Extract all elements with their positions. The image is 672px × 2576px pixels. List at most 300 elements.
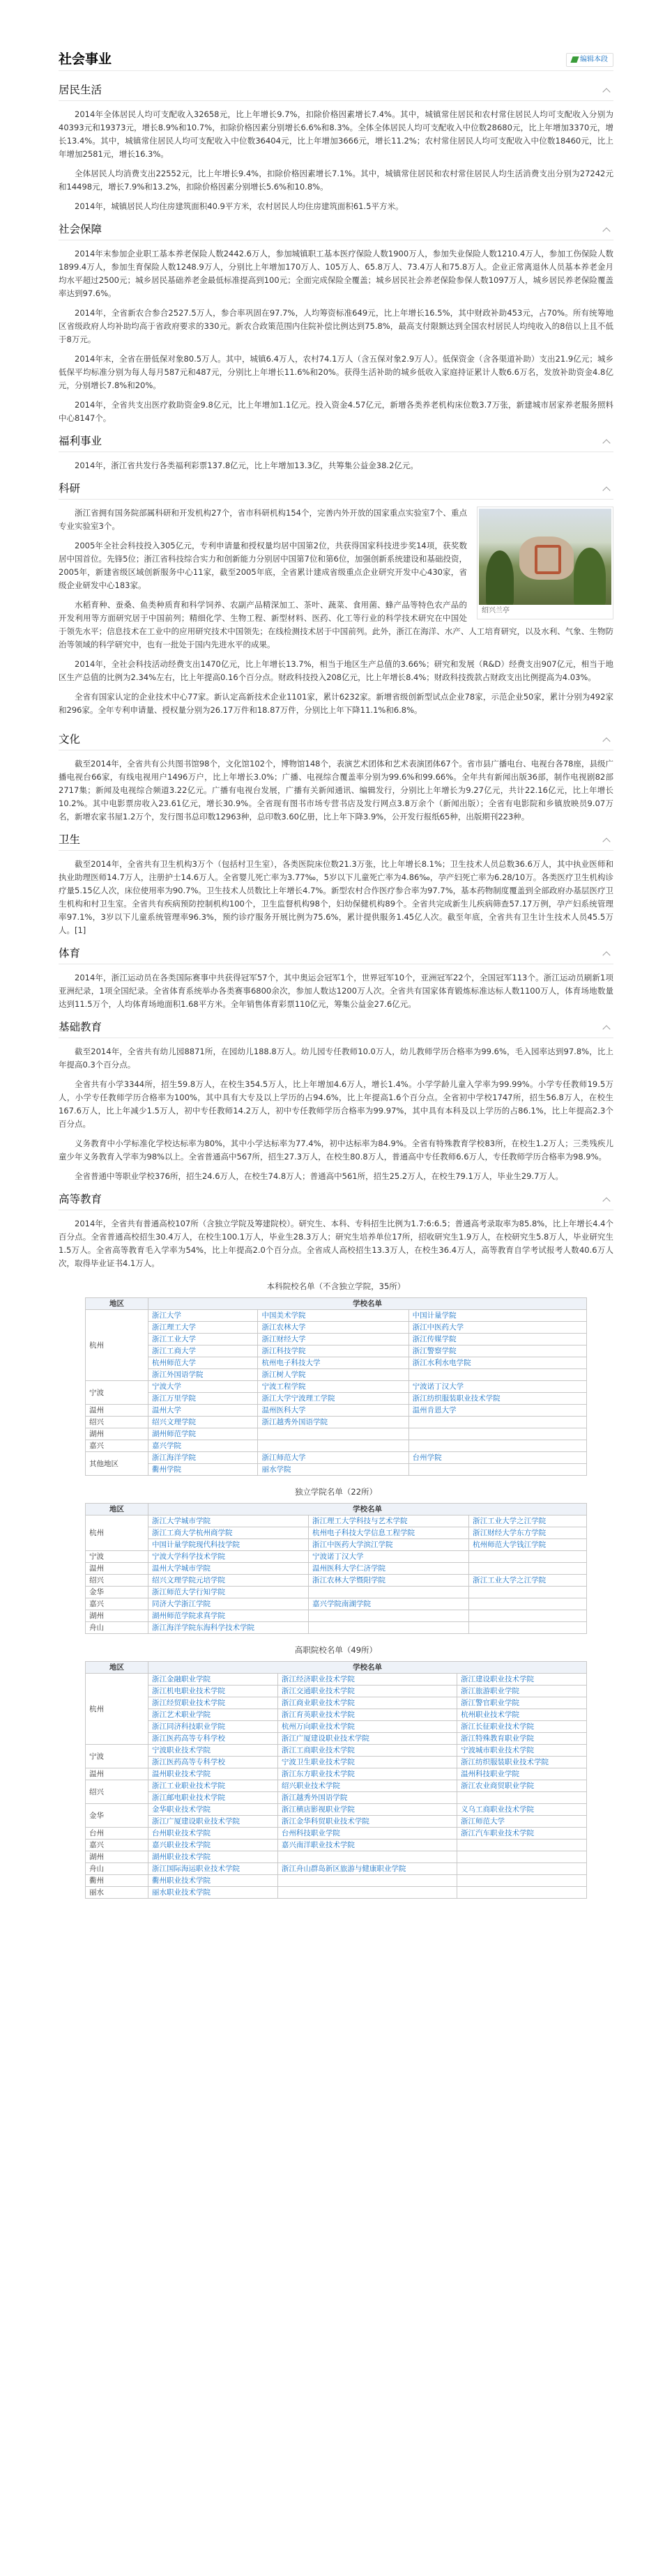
collapse-chevron-icon[interactable] [602,486,610,494]
table-row [86,1357,587,1369]
school-link[interactable]: 浙江经济职业技术学院 [281,1675,355,1683]
school-cell [277,1768,457,1780]
school-link[interactable]: 衢州职业技术学院 [152,1876,211,1885]
school-link[interactable]: 宁波诺丁汉大学 [312,1552,364,1561]
section-culture [59,730,613,824]
school-link[interactable]: 浙江建设职业技术学院 [461,1675,535,1683]
table-row [86,1428,587,1440]
school-link[interactable]: 浙江海洋学院东海科学技术学院 [152,1624,254,1632]
school-link[interactable]: 浙江纺织服装职业技术学院 [412,1394,501,1403]
school-cell [277,1780,457,1792]
section-header [59,730,613,750]
school-cell [148,1745,278,1757]
school-cell [148,1610,309,1622]
section-life [59,81,613,213]
school-link[interactable]: 同济大学浙江学院 [152,1600,211,1608]
region-cell: 温州 [86,1563,148,1575]
school-link[interactable]: 浙江纺织服装职业技术学院 [461,1758,549,1766]
paragraph: 全省有国家认定的企业技术中心77家。新认定高新技术企业1101家，累计6232家。新增省级创新型试点企业78家，示范企业50家，累计分别为492家和296家。全年专利申请量、授权量分别为26.17万件和18.87万件，分别比上年下降11.1%和6.8%。 [59,692,613,715]
collapse-chevron-icon[interactable] [602,737,610,745]
school-cell [148,1334,258,1345]
school-cell [148,1733,278,1745]
paragraph: 2014年，全社会科技活动经费支出1470亿元，比上年增长13.7%，相当于地区生产总值的3.66%；研究和发展（R&D）经费支出907亿元，相当于地区生产总值的比例为2.34%左右，比上年提高0.16个百分点。财政科技投入208亿元，比上年增长8.4%；财政科技拨款占财政支出比例提高为4.03%。 [59,659,613,682]
section-security [59,220,613,425]
school-link[interactable]: 湖州职业技术学院 [152,1853,211,1861]
school-cell [277,1840,457,1851]
table-header-name: 学校名单 [148,1504,587,1515]
school-link[interactable]: 浙江舟山群岛新区旅游与健康职业学院 [281,1865,406,1873]
table-row [86,1464,587,1476]
school-cell [277,1792,457,1804]
school-cell [148,1515,309,1527]
school-link[interactable]: 宁波职业技术学院 [152,1746,211,1754]
region-cell: 其他地区 [86,1452,148,1476]
section-title: 基础教育 [59,1021,102,1033]
school-cell [148,1757,278,1768]
school-cell [148,1405,258,1417]
school-cell [457,1709,587,1721]
school-link[interactable]: 浙江交通职业技术学院 [281,1687,355,1695]
edit-section-button[interactable] [566,53,613,67]
school-link[interactable]: 浙江越秀外国语学院 [261,1418,328,1426]
school-cell [457,1768,587,1780]
region-cell: 杭州 [86,1674,148,1745]
school-link[interactable]: 浙江工商职业技术学院 [281,1746,355,1754]
school-cell [457,1697,587,1709]
table-row [86,1757,587,1768]
paragraph: 截至2014年，全省共有卫生机构3万个（包括村卫生室），各类医院床位数21.3万张，比上年增长8.1%；卫生技术人员总数36.6万人，其中执业医师和执业助理医师14.7万人，注册护士14.6万人。全省婴儿死亡率为3.77‰，5岁以下儿童死亡率为4.86‰，孕产妇死亡率为6.28/10万。各类医疗卫生机构诊疗量5.15亿人次，床位使用率为90.7%。卫生技术人员数比上年增长4.7%。新型农村合作医疗参合率为97.7%，基本药物制度覆盖到全部政府办基层医疗卫生机构和村卫生室。全省共有疾病预防控制机构100个，卫生监督机构98个，妇幼保健机构89个。全省共完成新生儿疾病筛查57.17万例，孕产妇系统管理率97.1%，3岁以下儿童系统管理率96.3%，预约诊疗服务开展比例为75.6%，累计提供服务1.45亿人次。截至年底，全省共有卫生计生技术人员45.5万人。[1] [59,859,613,935]
school-cell [148,1816,278,1828]
table-row [86,1539,587,1551]
school-link[interactable]: 温州科技职业学院 [461,1770,520,1778]
school-link[interactable]: 浙江树人学院 [261,1371,306,1379]
school-link[interactable]: 浙江财经大学东方学院 [473,1529,547,1537]
school-link[interactable]: 浙江传媒学院 [412,1335,457,1343]
school-link[interactable]: 温州大学 [152,1406,181,1414]
school-link[interactable]: 台州科技职业学院 [281,1829,340,1837]
school-link[interactable]: 浙江农林大学暨阳学院 [312,1576,386,1584]
paragraph: 2005年全社会科技投入305亿元，专利申请量和授权量均居中国第2位，共获得国家科技进步奖14项，获奖数居中国首位。先锋5位；浙江省科技综合实力和创新能力分别居中国第7位和第6位，加强创新系统建设和基础投资，2005年，新建省级区域创新服务中心11家，截至2005年底，全省累计建成省级重点企业研究开发中心430家，省级企业研发中心183家。 [59,541,467,590]
school-link[interactable]: 浙江艺术职业学院 [152,1711,211,1719]
paragraph: 2014年全体居民人均可支配收入32658元，比上年增长9.7%，扣除价格因素增长7.4%。其中，城镇常住居民和农村常住居民人均可支配收入分别为40393元和19373元，增长8.9%和10.7%，扣除价格因素分别增长6.6%和8.3%。全体全体居民人均可支配收入中位数28680元，比上年增加3370元，增长13.4%。其中，城镇常住居民人均可支配收入中位数36404元，比上年增加3666元，增长11.2%；农村常住居民人均可支配收入中位数18460元，比上年增加2581元，增长16.3%。 [59,109,613,159]
table-header-region: 地区 [86,1504,148,1515]
school-cell [469,1527,587,1539]
school-table [85,1503,587,1634]
table-row [86,1816,587,1828]
paragraph: 全省普通中等职业学校376所，招生24.6万人，在校生74.8万人；普通高中561所，招生25.2万人，在校生79.1万人，毕业生29.7万人。 [75,1171,563,1181]
school-cell [148,1721,278,1733]
school-link[interactable]: 浙江中医药大学滨江学院 [312,1541,393,1549]
collapse-chevron-icon[interactable] [602,88,610,95]
school-link[interactable]: 杭州职业技术学院 [461,1711,520,1719]
paragraph: 2014年末参加企业职工基本养老保险人数2442.6万人，参加城镇职工基本医疗保险人数1900万人，参加失业保险人数1210.4万人，参加工伤保险人数1899.4万人，参加生育保险人数1248.9万人，分别比上年增加170万人、105万人、65.8万人、73.4万人和75.8万人。企业正常离退休人员基本养老金月均水平超过2500元；城乡居民基础养老金最低标准提高到100元；全面完成保险全覆盖；城乡居民社会养老保险参保人数1097万人，城乡居民养老保险覆盖率达到97.6%。 [59,249,613,298]
region-cell: 温州 [86,1405,148,1417]
school-cell [148,1828,278,1840]
section-title: 高等教育 [59,1193,102,1205]
school-link[interactable]: 浙江长征职业技术学院 [461,1722,535,1731]
school-cell [309,1587,469,1598]
table-row [86,1551,587,1563]
school-cell [148,1686,278,1697]
school-link[interactable]: 浙江旅游职业学院 [461,1687,520,1695]
section-title: 科研 [59,482,81,495]
school-link[interactable]: 衢州学院 [152,1465,181,1474]
school-link[interactable]: 宁波诺丁汉大学 [412,1382,464,1391]
school-cell [258,1369,408,1381]
school-link[interactable]: 中国计量学院现代科技学院 [152,1541,240,1549]
table-row [86,1417,587,1428]
school-link[interactable]: 浙江大学城市学院 [152,1517,211,1525]
table-row [86,1804,587,1816]
school-cell [408,1381,586,1393]
collapse-chevron-icon[interactable] [602,951,610,959]
table-row [86,1563,587,1575]
school-link[interactable]: 浙江横店影视职业学院 [281,1805,355,1814]
school-link[interactable]: 浙江工业大学 [152,1335,196,1343]
school-link[interactable]: 浙江工业大学之江学院 [473,1517,547,1525]
table-row [86,1440,587,1452]
school-link[interactable]: 浙江中医药大学 [412,1323,464,1332]
school-link[interactable]: 宁波卫生职业技术学院 [281,1758,355,1766]
school-cell [469,1598,587,1610]
school-cell [309,1622,469,1634]
table-row [86,1381,587,1393]
school-link[interactable]: 浙江国际海运职业技术学院 [152,1865,240,1873]
school-cell [148,1369,258,1381]
school-link[interactable]: 浙江医药高等专科学校 [152,1734,225,1743]
school-cell [148,1598,309,1610]
school-link[interactable]: 嘉兴南洋职业技术学院 [281,1841,355,1849]
table-row [86,1334,587,1345]
school-cell [258,1310,408,1322]
table-header-name: 学校名单 [148,1298,587,1310]
table-header-region: 地区 [86,1298,148,1310]
school-cell [148,1709,278,1721]
table-row [86,1622,587,1634]
school-link[interactable]: 宁波大学科学技术学院 [152,1552,225,1561]
table-row [86,1733,587,1745]
collapse-chevron-icon[interactable] [602,439,610,447]
school-link[interactable]: 浙江工商大学杭州商学院 [152,1529,233,1537]
school-cell [408,1417,586,1428]
school-cell [277,1804,457,1816]
school-cell [148,1551,309,1563]
school-cell [148,1575,309,1587]
school-link[interactable]: 台州学院 [412,1453,442,1462]
school-link[interactable]: 丽水学院 [261,1465,291,1474]
school-link[interactable]: 杭州师范大学 [152,1359,196,1367]
table-header-region: 地区 [86,1662,148,1674]
school-link[interactable]: 绍兴文理学院元培学院 [152,1576,225,1584]
school-link[interactable]: 浙江工业大学之江学院 [473,1576,547,1584]
table-row [86,1863,587,1875]
school-link[interactable]: 浙江农林大学 [261,1323,306,1332]
table-row [86,1828,587,1840]
school-cell [148,1563,309,1575]
table-row [86,1674,587,1686]
school-cell [148,1780,278,1792]
school-link[interactable]: 宁波工程学院 [261,1382,306,1391]
school-link[interactable]: 浙江财经大学 [261,1335,306,1343]
school-cell [457,1863,587,1875]
school-cell [408,1405,586,1417]
school-cell [457,1745,587,1757]
school-cell [469,1622,587,1634]
school-link[interactable]: 宁波城市职业技术学院 [461,1746,535,1754]
school-link[interactable]: 绍兴职业技术学院 [281,1782,340,1790]
table-row [86,1369,587,1381]
school-table [85,1661,587,1899]
table-row [86,1598,587,1610]
section-health [59,831,613,937]
school-link[interactable]: 嘉兴学院南湖学院 [312,1600,372,1608]
school-cell [309,1551,469,1563]
school-cell [277,1709,457,1721]
section-welfare [59,432,613,472]
region-cell: 衢州 [86,1875,148,1887]
school-cell [457,1816,587,1828]
tree-shape [486,550,514,605]
school-link[interactable]: 金华职业技术学院 [152,1805,211,1814]
school-link[interactable]: 杭州万向职业技术学院 [281,1722,355,1731]
school-link[interactable]: 浙江师范大学 [461,1817,505,1826]
section-higher_edu [59,1190,613,1899]
school-cell [408,1357,586,1369]
rock-shape [519,537,574,580]
school-cell [457,1757,587,1768]
school-cell [457,1828,587,1840]
region-cell: 杭州 [86,1515,148,1551]
school-cell [148,1875,278,1887]
section-header [59,944,613,964]
sections-container [59,81,613,1899]
school-link[interactable]: 浙江医药高等专科学校 [152,1758,225,1766]
school-cell [277,1851,457,1863]
school-link[interactable]: 浙江水利水电学院 [412,1359,471,1367]
school-cell [148,1464,258,1476]
school-cell [469,1610,587,1622]
school-cell [148,1587,309,1598]
table-row [86,1780,587,1792]
school-cell [258,1357,408,1369]
school-cell [148,1697,278,1709]
school-link[interactable]: 浙江金融职业学院 [152,1675,211,1683]
school-link[interactable]: 浙江东方职业技术学院 [281,1770,355,1778]
school-link[interactable]: 浙江理工大学科技与艺术学院 [312,1517,408,1525]
school-link[interactable]: 丽水职业技术学院 [152,1888,211,1897]
school-link[interactable]: 浙江科技学院 [261,1347,306,1355]
school-link[interactable]: 浙江农业商贸职业学院 [461,1782,535,1790]
school-link[interactable]: 杭州电子科技大学信息工程学院 [312,1529,415,1537]
school-link[interactable]: 温州肯恩大学 [412,1406,457,1414]
collapse-chevron-icon[interactable] [602,227,610,235]
school-cell [148,1887,278,1899]
table-row [86,1768,587,1780]
paragraph: 截至2014年，全省共有幼儿园8871所，在园幼儿188.8万人。幼儿园专任教师10.0万人，幼儿教师学历合格率为99.6%，毛入园率达到97.8%，比上年提高0.3个百分点。 [59,1047,613,1070]
school-link[interactable]: 温州医科大学 [261,1406,306,1414]
school-cell [309,1539,469,1551]
section-title: 福利事业 [59,435,102,447]
school-cell [148,1381,258,1393]
table-row [86,1393,587,1405]
paragraph: 浙江省拥有国务院部属科研和开发机构27个，省市科研机构154个，完善内外开放的国家重点实验室7个、重点专业实验室3个。 [59,508,467,531]
school-link[interactable]: 浙江广厦建设职业技术学院 [281,1734,369,1743]
school-link[interactable]: 宁波大学 [152,1382,181,1391]
section-header [59,1018,613,1038]
section-title: 卫生 [59,833,81,846]
school-link[interactable]: 浙江经贸职业技术学院 [152,1699,225,1707]
collapse-chevron-icon[interactable] [602,1197,610,1205]
school-link[interactable]: 浙江师范大学行知学院 [152,1588,225,1596]
school-link[interactable]: 浙江工商大学 [152,1347,196,1355]
section-header [59,831,613,851]
school-cell [408,1440,586,1452]
school-link[interactable]: 浙江广厦建设职业技术学院 [152,1817,240,1826]
school-cell [277,1686,457,1697]
school-link[interactable]: 台州职业技术学院 [152,1829,211,1837]
school-cell [408,1369,586,1381]
table-row [86,1887,587,1899]
paragraph: 2014年末，全省在册低保对象80.5万人。其中，城镇6.4万人，农村74.1万人（含五保对象2.9万人）。低保资金（含各渠道补助）支出21.9亿元；城乡低保平均标准分别为每人每月587元和487元，分别比上年增长11.6%和20%。获得生活补助的城乡低收入家庭持证累计人数6.6万名，发放补助资金4.8亿元，分别增长7.8%和20%。 [59,354,613,390]
school-link[interactable]: 浙江万里学院 [152,1394,196,1403]
region-cell: 温州 [86,1768,148,1780]
school-cell [408,1345,586,1357]
school-link[interactable]: 浙江工业职业技术学院 [152,1782,225,1790]
school-link[interactable]: 浙江海洋学院 [152,1453,196,1462]
school-cell [258,1334,408,1345]
school-link[interactable]: 温州职业技术学院 [152,1770,211,1778]
section-title: 社会保障 [59,223,102,236]
school-cell [309,1575,469,1587]
school-cell [469,1515,587,1527]
region-cell: 绍兴 [86,1417,148,1428]
school-cell [309,1527,469,1539]
school-cell [258,1345,408,1357]
school-cell [258,1452,408,1464]
school-link[interactable]: 中国美术学院 [261,1311,306,1320]
school-cell [148,1863,278,1875]
table-header-row [86,1298,587,1310]
paragraph: 全省共有小学3344所，招生59.8万人，在校生354.5万人，比上年增加4.6万人，增长1.4%。小学学龄儿童入学率为99.99%。小学专任教师19.5万人，小学专任教师学历合格率为100%，其中具有大专及以上学历的占94.6%，比上年提高1.6个百分点。全省初中学校1747所，招生56.8万人，在校生167.6万人，比上年减少1.5万人，初中专任教师14.2万人，初中专任教师学历合格率为99.97%，其中具有本科及以上学历的占86.1%，比上年提高2.3个百分点。 [59,1079,613,1129]
school-link[interactable]: 杭州电子科技大学 [261,1359,321,1367]
section-header [59,1190,613,1210]
school-link[interactable]: 浙江大学宁波理工学院 [261,1394,335,1403]
table-row [86,1686,587,1697]
school-cell [148,1804,278,1816]
table-row [86,1515,587,1527]
school-link[interactable]: 浙江机电职业技术学院 [152,1687,225,1695]
school-link[interactable]: 浙江警官职业学院 [461,1699,520,1707]
school-cell [408,1452,586,1464]
table-row [86,1840,587,1851]
figure-image[interactable] [477,507,613,619]
collapse-chevron-icon[interactable] [602,838,610,845]
collapse-chevron-icon[interactable] [602,1025,610,1033]
school-link[interactable]: 浙江汽车职业技术学院 [461,1829,535,1837]
section-title: 体育 [59,947,81,959]
school-cell [258,1417,408,1428]
school-link[interactable]: 中国计量学院 [412,1311,457,1320]
school-link[interactable]: 浙江警察学院 [412,1347,457,1355]
region-cell: 宁波 [86,1551,148,1563]
school-cell [457,1733,587,1745]
edit-label: 编辑本段 [580,55,608,63]
school-link[interactable]: 浙江商业职业技术学院 [281,1699,355,1707]
school-link[interactable]: 绍兴文理学院 [152,1418,196,1426]
school-link[interactable]: 浙江邮电职业技术学院 [152,1794,225,1802]
section-header [59,81,613,101]
tree-shape [574,548,606,605]
region-cell: 嘉兴 [86,1840,148,1851]
region-cell: 舟山 [86,1622,148,1634]
table-title: 高职院校名单（49所） [294,1645,378,1655]
school-cell [408,1310,586,1322]
section-title: 文化 [59,733,81,746]
school-link[interactable]: 浙江师范大学 [261,1453,306,1462]
page-title: 社会事业 [59,52,112,67]
figure-caption: 绍兴兰亭 [482,607,510,615]
school-link[interactable]: 嘉兴学院 [152,1442,181,1450]
school-cell [457,1780,587,1792]
school-cell [309,1598,469,1610]
region-cell: 金华 [86,1587,148,1598]
school-link[interactable]: 浙江特殊教育职业学院 [461,1734,535,1743]
school-link[interactable]: 湖州师范学院求真学院 [152,1612,225,1620]
table-row [86,1851,587,1863]
school-cell [148,1851,278,1863]
school-cell [309,1610,469,1622]
school-link[interactable]: 温州大学城市学院 [152,1564,211,1573]
school-link[interactable]: 浙江大学 [152,1311,181,1320]
region-cell: 嘉兴 [86,1598,148,1610]
school-link[interactable]: 义乌工商职业技术学院 [461,1805,535,1814]
school-link[interactable]: 浙江外国语学院 [152,1371,204,1379]
region-cell: 台州 [86,1828,148,1840]
school-cell [277,1863,457,1875]
region-cell: 绍兴 [86,1575,148,1587]
school-cell [457,1686,587,1697]
school-link[interactable]: 浙江同济科技职业学院 [152,1722,225,1731]
school-cell [258,1464,408,1476]
table-header-row [86,1662,587,1674]
school-cell [148,1792,278,1804]
page-header [59,49,613,71]
school-link[interactable]: 浙江理工大学 [152,1323,196,1332]
school-cell [148,1345,258,1357]
school-cell [457,1875,587,1887]
paragraph: 2014年，全省新农合参合2527.5万人，参合率巩固在97.7%，人均筹资标准649元，比上年增长16.5%，其中财政补助453元，占70%。所有统筹地区省级政府人均补助均高于省政府要求的330元。新农合政策范围内住院补偿比例达到75.8%，最高支付限额达到全国农村居民人均纯收入的8倍以上且不低于8万元。 [59,308,613,344]
school-cell [148,1310,258,1322]
school-cell [457,1851,587,1863]
table-header-row [86,1504,587,1515]
school-cell [148,1428,258,1440]
school-link[interactable]: 浙江育英职业技术学院 [281,1711,355,1719]
school-cell [277,1721,457,1733]
school-link[interactable]: 湖州师范学院 [152,1430,196,1438]
school-cell [469,1587,587,1598]
school-cell [148,1452,258,1464]
table-row [86,1792,587,1804]
section-header [59,479,613,500]
school-cell [148,1674,278,1686]
school-link[interactable]: 杭州师范大学钱江学院 [473,1541,547,1549]
school-link[interactable]: 嘉兴职业技术学院 [152,1841,211,1849]
school-cell [277,1697,457,1709]
school-link[interactable]: 浙江金华科贸职业技术学院 [281,1817,369,1826]
school-cell [408,1322,586,1334]
school-link[interactable]: 温州医科大学仁济学院 [312,1564,386,1573]
school-link[interactable]: 浙江越秀外国语学院 [281,1794,348,1802]
